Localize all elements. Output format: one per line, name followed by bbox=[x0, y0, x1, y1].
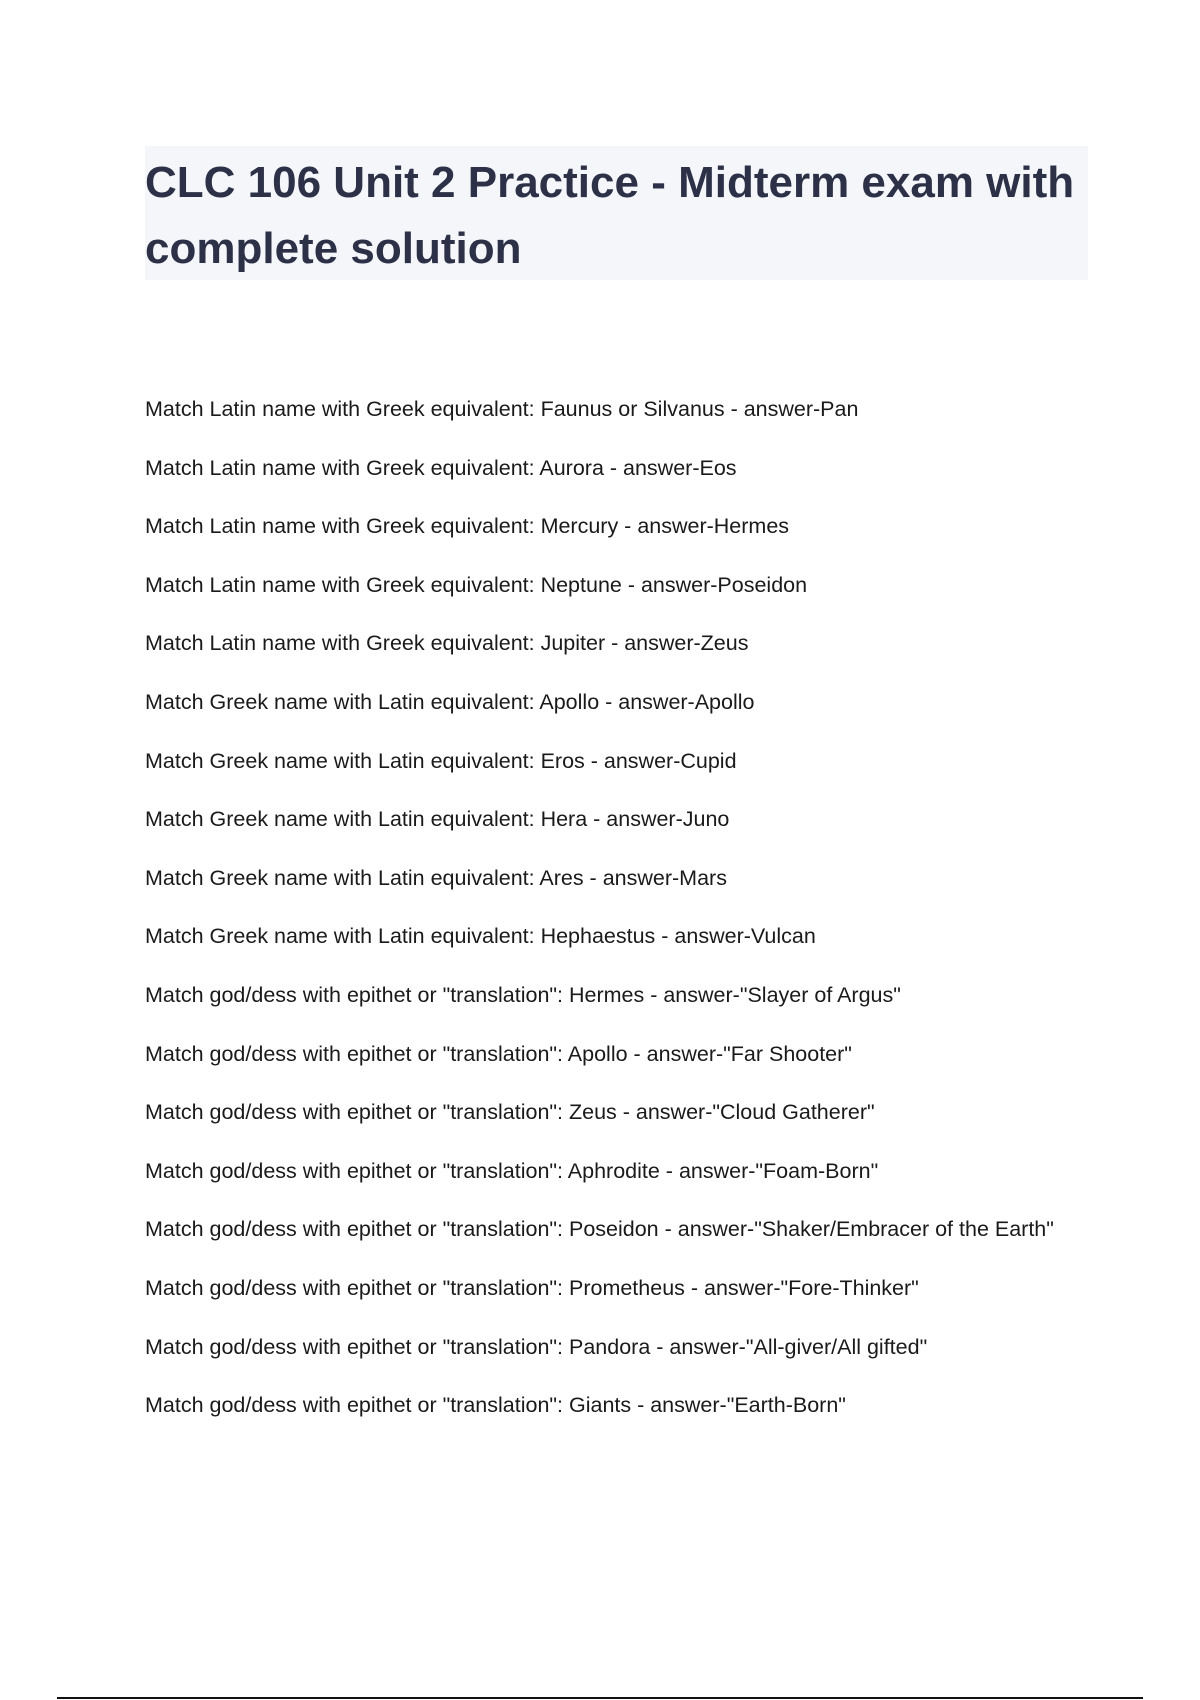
list-item: Match god/dess with epithet or "translation": Apollo - answer-"Far Shooter" bbox=[145, 1041, 852, 1066]
list-item: Match god/dess with epithet or "translation": Pandora - answer-"All-giver/All gifted" bbox=[145, 1334, 928, 1359]
list-item: Match god/dess with epithet or "translation": Poseidon - answer-"Shaker/Embracer of the Earth" bbox=[145, 1217, 1054, 1242]
list-item: Match god/dess with epithet or "translation": Giants - answer-"Earth-Born" bbox=[145, 1393, 846, 1418]
list-item: Match Greek name with Latin equivalent: Apollo - answer-Apollo bbox=[145, 689, 755, 714]
list-item: Match god/dess with epithet or "translation": Zeus - answer-"Cloud Gatherer" bbox=[145, 1100, 875, 1125]
list-item: Match Latin name with Greek equivalent: Jupiter - answer-Zeus bbox=[145, 631, 749, 656]
list-item: Match god/dess with epithet or "translation": Prometheus - answer-"Fore-Thinker" bbox=[145, 1275, 919, 1300]
list-item: Match Greek name with Latin equivalent: Hera - answer-Juno bbox=[145, 807, 730, 832]
question-answer-list bbox=[145, 394, 1145, 1449]
page-title: CLC 106 Unit 2 Practice - Midterm exam with complete solution bbox=[145, 158, 1075, 273]
list-item: Match Greek name with Latin equivalent: Ares - answer-Mars bbox=[145, 865, 727, 890]
page-bottom-divider bbox=[57, 1697, 1143, 1699]
list-item: Match Latin name with Greek equivalent: Faunus or Silvanus - answer-Pan bbox=[145, 397, 859, 421]
list-item: Match god/dess with epithet or "translation": Hermes - answer-"Slayer of Argus" bbox=[145, 982, 901, 1007]
list-item: Match god/dess with epithet or "translation": Aphrodite - answer-"Foam-Born" bbox=[145, 1158, 879, 1183]
list-item: Match Greek name with Latin equivalent: Eros - answer-Cupid bbox=[145, 748, 737, 773]
list-item: Match Latin name with Greek equivalent: Aurora - answer-Eos bbox=[145, 455, 737, 480]
list-item: Match Latin name with Greek equivalent: Neptune - answer-Poseidon bbox=[145, 572, 808, 597]
title-banner bbox=[145, 146, 1088, 280]
list-item: Match Latin name with Greek equivalent: Mercury - answer-Hermes bbox=[145, 514, 790, 539]
list-item: Match Greek name with Latin equivalent: Hephaestus - answer-Vulcan bbox=[145, 924, 816, 949]
